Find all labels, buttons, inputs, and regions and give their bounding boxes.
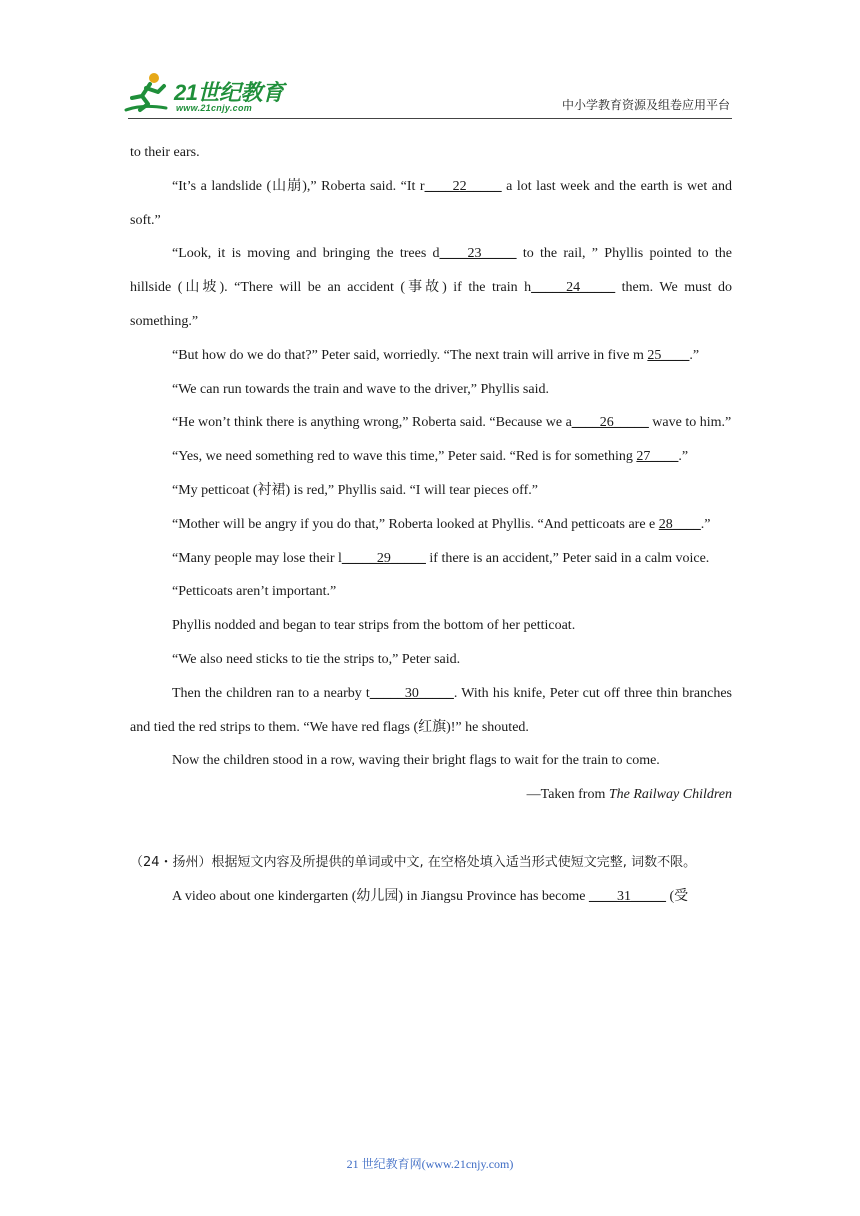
paragraph: “Many people may lose their l_____29_____ if there is an accident,” Peter said in a calm voice.	[172, 550, 710, 566]
blank-23: ____23_____	[439, 246, 517, 262]
source-title: The Railway Children	[608, 787, 732, 803]
paragraph: Phyllis nodded and began to tear strips from the bottom of her petticoat.	[172, 618, 576, 634]
site-logo	[122, 70, 292, 116]
blank-29: _____29_____	[341, 550, 426, 566]
paragraph: Then the children ran to a nearby t_____30_____. With his knife, Peter cut off three thin branches and tied the red strips to them. “We have red flags (红旗)!” he shouted.	[130, 685, 733, 735]
page-footer: 21 世纪教育网(www.21cnjy.com)	[346, 1157, 514, 1171]
paragraph: “Mother will be angry if you do that,” Roberta looked at Phyllis. “And petticoats are e 28____.”	[172, 516, 711, 532]
blank-31: ____31_____	[588, 888, 666, 904]
paragraph: “He won’t think there is anything wrong,” Roberta said. “Because we a____26_____ wave to him.”	[172, 415, 732, 431]
blank-27: 27____	[636, 449, 679, 465]
logo-url: www.21cnjy.com	[176, 103, 253, 113]
paragraph: “My petticoat (衬裙) is red,” Phyllis said. “I will tear pieces off.”	[172, 482, 538, 498]
paragraph: “Look, it is moving and bringing the trees d____23_____ to the rail, ” Phyllis pointed to the hillside (山坡). “There will be an accident (事故) if the train h_____24_____ them. We must do something.”	[130, 246, 732, 329]
paragraph: to their ears.	[130, 145, 200, 160]
paragraph: A video about one kindergarten (幼儿园) in Jiangsu Province has become ____31_____ (受	[172, 888, 689, 904]
blank-30: _____30_____	[369, 685, 454, 701]
blank-22: ____22_____	[424, 178, 502, 194]
blank-25: 25____	[647, 347, 690, 363]
paragraph: “But how do we do that?” Peter said, worriedly. “The next train will arrive in five m 25____.”	[172, 347, 700, 363]
blank-24: _____24_____	[531, 280, 616, 296]
header-divider	[128, 118, 732, 119]
document-body	[130, 136, 732, 914]
page-header	[0, 0, 860, 130]
paragraph: Now the children stood in a row, waving their bright flags to wait for the train to come.	[172, 753, 660, 769]
blank-26: ____26_____	[571, 415, 649, 431]
paragraph: “Yes, we need something red to wave this time,” Peter said. “Red is for something 27____.”	[172, 449, 689, 465]
header-tagline: 中小学教育资源及组卷应用平台	[561, 98, 730, 112]
blank-28: 28____	[658, 516, 701, 532]
logo-wordmark: 21世纪教育	[174, 80, 284, 105]
paragraph: “We also need sticks to tie the strips to,” Peter said.	[172, 651, 461, 667]
question-instructions: （24・扬州）根据短文内容及所提供的单词或中文, 在空格处填入适当形式使短文完整, 词数不限。	[130, 854, 697, 870]
runner-icon	[122, 70, 176, 116]
source-attribution: —Taken from The Railway Children	[526, 787, 732, 803]
paragraph: “Petticoats aren’t important.”	[172, 584, 337, 600]
paragraph: “We can run towards the train and wave to the driver,” Phyllis said.	[172, 381, 549, 397]
paragraph: “It’s a landslide (山崩),” Roberta said. “It r____22_____ a lot last week and the earth is wet and soft.”	[130, 178, 732, 228]
